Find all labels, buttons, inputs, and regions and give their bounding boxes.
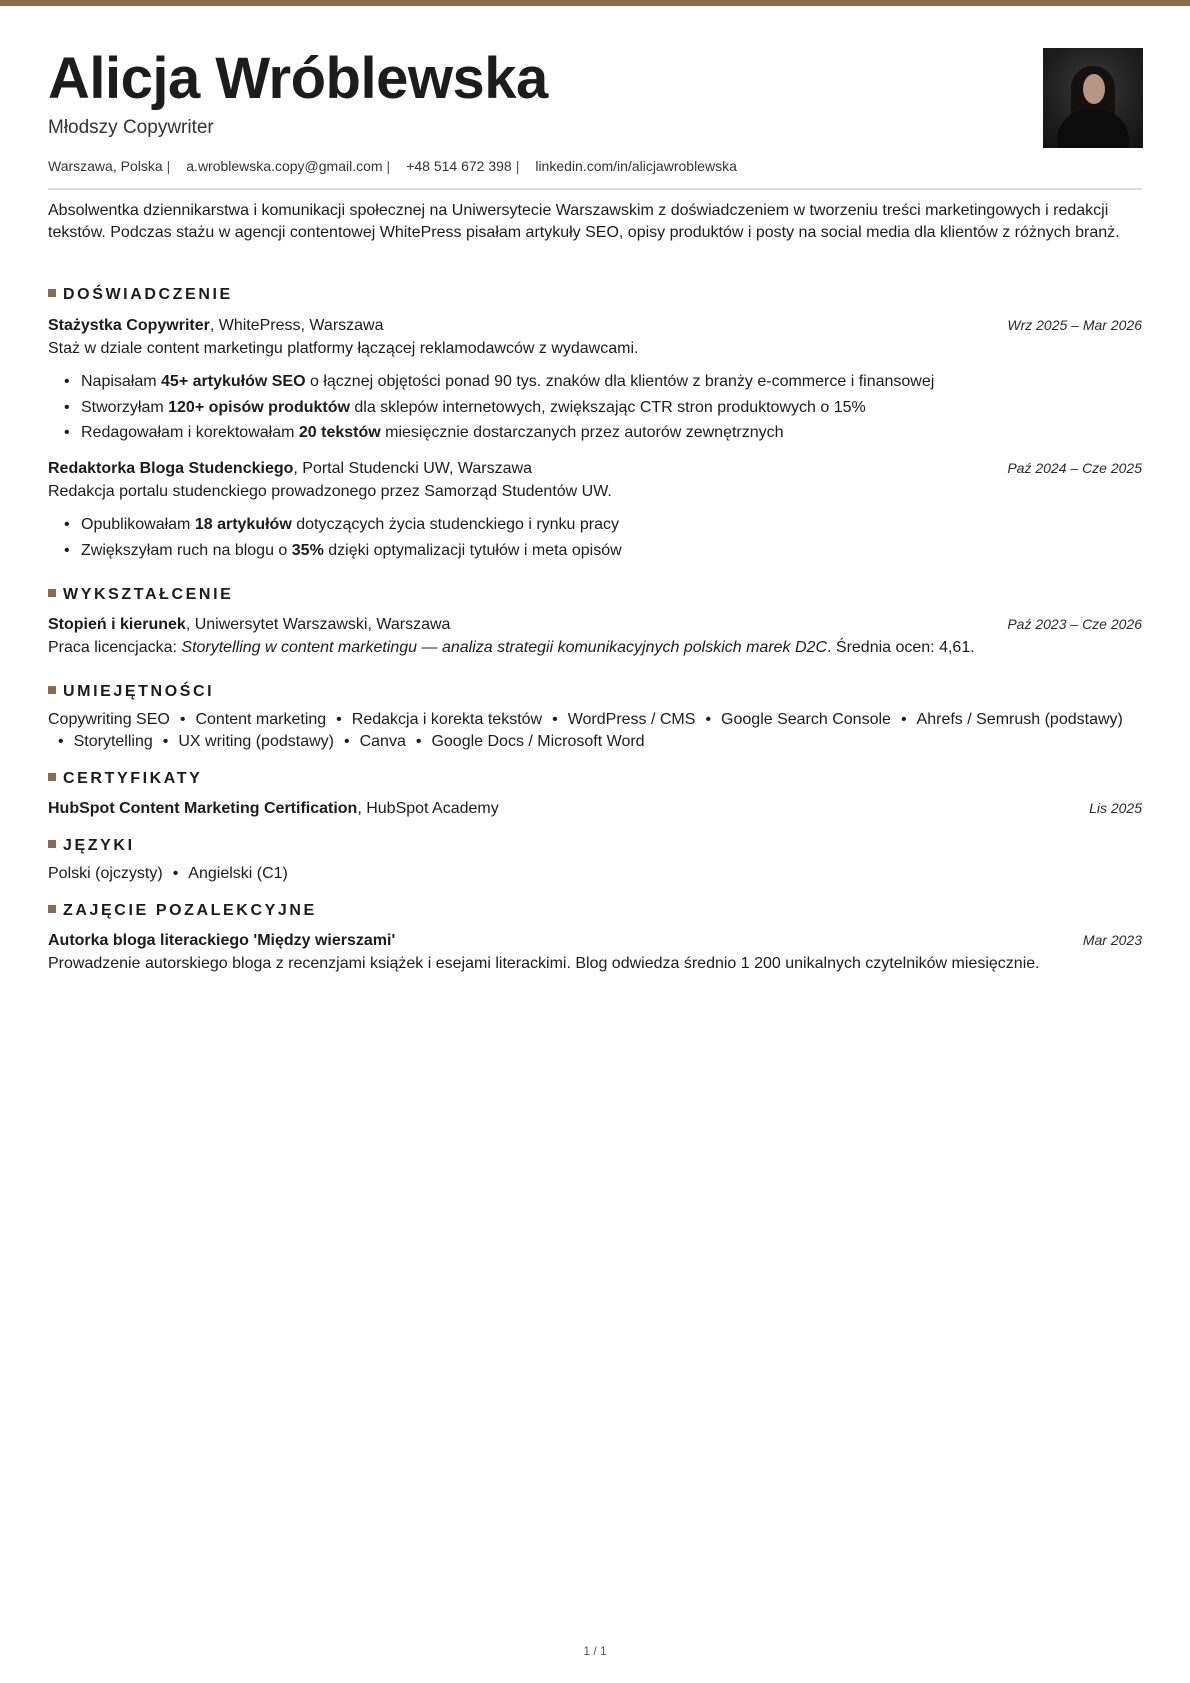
candidate-name: Alicja Wróblewska xyxy=(48,46,548,111)
section-heading-experience: DOŚWIADCZENIE xyxy=(48,285,233,305)
profile-photo xyxy=(1043,48,1143,148)
experience-entry-title: Redaktorka Bloga Studenckiego, Portal Studencki UW, Warszawa xyxy=(48,460,532,477)
accent-top-bar xyxy=(0,0,1190,6)
experience-entry-date: Wrz 2025 – Mar 2026 xyxy=(1007,317,1142,333)
experience-entry-desc: Redakcja portalu studenckiego prowadzonego przez Samorząd Studentów UW. xyxy=(48,483,612,500)
skills-list: Copywriting SEO • Content marketing • Redakcja i korekta tekstów • WordPress / CMS • Google Search Console • Ahrefs / Semrush (podstawy)• Storytelling • UX writing (podstawy) • Canva • Google Docs / Microsoft Word xyxy=(48,711,1123,750)
separator: | xyxy=(166,158,171,174)
summary-paragraph: Absolwentka dziennikarstwa i komunikacji społecznej na Uniwersytecie Warszawskim z doświadczeniem w tworzeniu treści marketingowych i redakcji tekstów. Podczas stażu w agencji contentowej WhitePress pisałam artykuły SEO, opisy produktów i posty na social media dla klientów z różnych branż. xyxy=(48,202,1120,241)
list-item: • Redagowałam i korektowałam 20 tekstów miesięcznie dostarczanych przez autorów zewnętrznych xyxy=(64,422,784,444)
contact-phone[interactable]: +48 514 672 398 xyxy=(406,158,512,174)
contact-linkedin[interactable]: linkedin.com/in/alicjawroblewska xyxy=(535,158,737,174)
separator: | xyxy=(386,158,391,174)
certificate-entry: HubSpot Content Marketing Certification, HubSpot Academy xyxy=(48,800,499,817)
experience-entry-desc: Staż w dziale content marketingu platformy łączącej reklamodawców z wydawcami. xyxy=(48,340,639,357)
list-item: • Napisałam 45+ artykułów SEO o łącznej objętości ponad 90 tys. znaków dla klientów z branży e-commerce i finansowej xyxy=(64,371,934,393)
job-title: Młodszy Copywriter xyxy=(48,117,214,138)
extracurricular-date: Mar 2023 xyxy=(1082,932,1142,948)
section-heading-certificates: CERTYFIKATY xyxy=(48,769,202,789)
square-bullet-icon xyxy=(48,686,56,694)
languages-list: Polski (ojczysty) • Angielski (C1) xyxy=(48,865,288,882)
education-thesis: Praca licencjacka: Storytelling w content marketingu — analiza strategii komunikacyjnych polskich marek D2C. Średnia ocen: 4,61. xyxy=(48,639,975,656)
list-item: • Zwiększyłam ruch na blogu o 35% dzięki optymalizacji tytułów i meta opisów xyxy=(64,540,622,562)
section-heading-extracurricular: ZAJĘCIE POZALEKCYJNE xyxy=(48,901,317,921)
certificate-date: Lis 2025 xyxy=(1089,800,1142,816)
section-heading-skills: UMIEJĘTNOŚCI xyxy=(48,682,214,702)
contact-location: Warszawa, Polska xyxy=(48,158,163,174)
square-bullet-icon xyxy=(48,840,56,848)
extracurricular-desc: Prowadzenie autorskiego bloga z recenzjami książek i esejami literackimi. Blog odwiedza średnio 1 200 unikalnych czytelników miesięcznie. xyxy=(48,955,1040,972)
square-bullet-icon xyxy=(48,905,56,913)
extracurricular-title: Autorka bloga literackiego 'Między wierszami' xyxy=(48,932,396,949)
contact-line xyxy=(48,157,737,175)
list-item: • Stworzyłam 120+ opisów produktów dla sklepów internetowych, zwiększając CTR stron produktowych o 15% xyxy=(64,397,866,419)
section-heading-education: WYKSZTAŁCENIE xyxy=(48,585,233,605)
page-number: 1 / 1 xyxy=(583,1644,607,1658)
experience-entry-date: Paź 2024 – Cze 2025 xyxy=(1007,460,1142,476)
square-bullet-icon xyxy=(48,773,56,781)
list-item: • Opublikowałam 18 artykułów dotyczących życia studenckiego i rynku pracy xyxy=(64,514,619,536)
square-bullet-icon xyxy=(48,589,56,597)
section-heading-languages: JĘZYKI xyxy=(48,836,135,856)
contact-email[interactable]: a.wroblewska.copy@gmail.com xyxy=(186,158,383,174)
header-divider xyxy=(48,188,1142,190)
education-entry-date: Paź 2023 – Cze 2026 xyxy=(1007,616,1142,632)
experience-entry-title: Stażystka Copywriter, WhitePress, Warszawa xyxy=(48,317,384,334)
education-entry-title: Stopień i kierunek, Uniwersytet Warszawski, Warszawa xyxy=(48,616,451,633)
square-bullet-icon xyxy=(48,289,56,297)
separator: | xyxy=(515,158,520,174)
